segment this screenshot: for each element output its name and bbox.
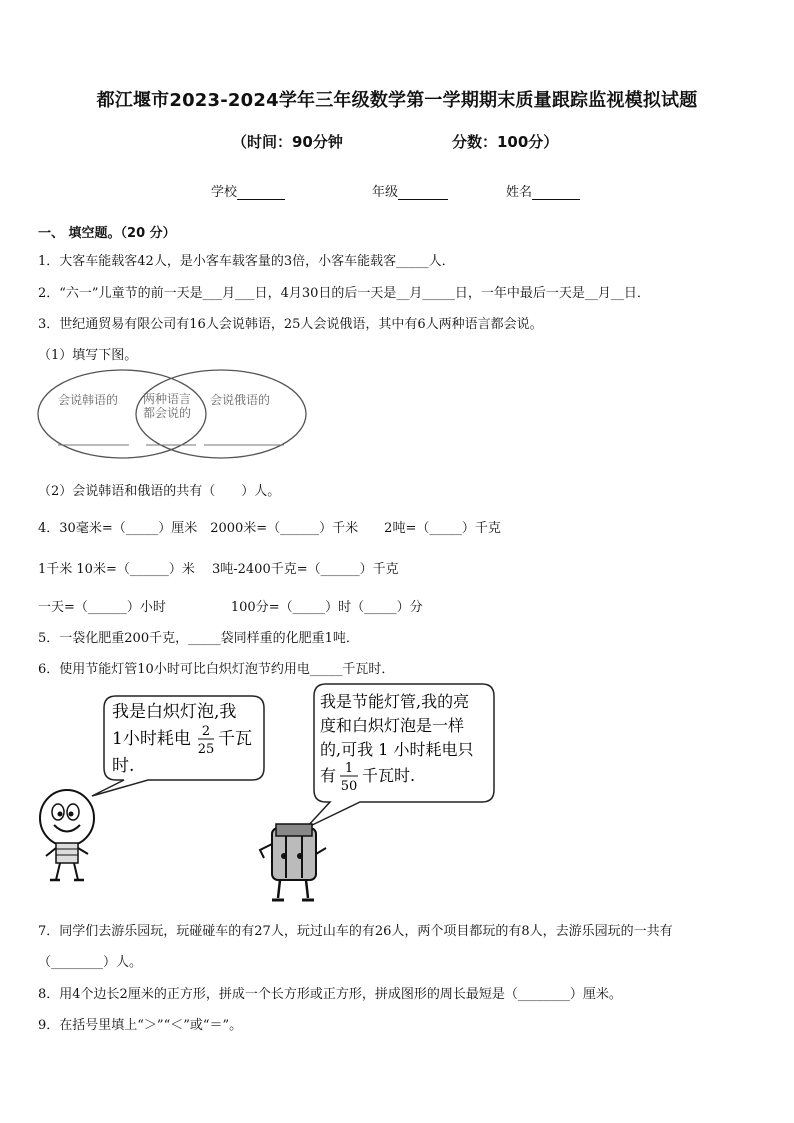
- question-3-part-2: （2）会说韩语和俄语的共有（ ）人。: [38, 484, 281, 499]
- page-title: 都江堰市2023-2024学年三年级数学第一学期期末质量跟踪监视模拟试题: [96, 90, 698, 111]
- lamp-illustration: [250, 678, 500, 908]
- lamp-frac-den: 50: [340, 779, 358, 794]
- bulb-line-1: 我是白炽灯泡,我: [112, 702, 237, 722]
- section-heading: 一、 填空题。（20 分）: [38, 226, 176, 241]
- bulb-line-2a: 1小时耗电: [112, 729, 191, 749]
- bulb-frac-num: 2: [201, 724, 211, 739]
- venn-left-label: 会说韩语的: [58, 393, 119, 407]
- question-4-line-1: 4．30毫米=（_____）厘米 2000米=（______）千米 2吨=（_____）千克: [38, 521, 501, 536]
- question-4-line-3: 一天=（______）小时 100分=（_____）时（_____）分: [38, 600, 423, 615]
- question-4-line-2: 1千米 10米=（______）米 3吨-2400千克=（______）千克: [38, 562, 399, 577]
- exam-time: （时间：90分钟: [232, 133, 343, 151]
- question-8: 8．用4个边长2厘米的正方形，拼成一个长方形或正方形，拼成图形的周长最短是（________）厘米。: [38, 987, 622, 1002]
- question-9: 9．在括号里填上“＞”“＜”或“＝”。: [38, 1018, 243, 1033]
- venn-middle-label-1: 两种语言: [143, 392, 192, 406]
- venn-right-label: 会说俄语的: [210, 393, 271, 407]
- bulb-line-3: 时.: [112, 756, 135, 776]
- lamp-line-4a: 有: [320, 766, 337, 785]
- bulb-frac-den: 25: [197, 742, 215, 757]
- question-7-line-2: （________）人。: [38, 955, 143, 970]
- name-field[interactable]: [506, 181, 580, 200]
- venn-diagram: [36, 366, 310, 466]
- question-3: 3．世纪通贸易有限公司有16人会说韩语，25人会说俄语，其中有6人两种语言都会说。: [38, 317, 543, 332]
- question-5: 5．一袋化肥重200千克，_____袋同样重的化肥重1吨．: [38, 631, 359, 646]
- question-6: 6．使用节能灯管10小时可比白炽灯泡节约用电_____千瓦时．: [38, 662, 395, 677]
- name-blank[interactable]: [532, 185, 580, 200]
- grade-blank[interactable]: [398, 185, 448, 200]
- name-label: 姓名: [506, 185, 533, 200]
- bulb-line-2b: 千瓦: [218, 729, 252, 749]
- bulb-character: [40, 790, 94, 880]
- lamp-character: [260, 824, 326, 900]
- bulb-illustration: [30, 688, 270, 888]
- grade-label: 年级: [372, 185, 399, 200]
- school-blank[interactable]: [237, 185, 285, 200]
- question-1: 1．大客车能载客42人，是小客车载客量的3倍，小客车能载客_____人．: [38, 254, 455, 269]
- lamp-line-3: 的,可我 1 小时耗电只: [320, 740, 474, 759]
- school-field[interactable]: [211, 181, 285, 200]
- lamp-frac-num: 1: [344, 761, 354, 776]
- lamp-line-1: 我是节能灯管,我的亮: [320, 692, 470, 711]
- grade-field[interactable]: [372, 181, 448, 200]
- exam-score: 分数：100分）: [452, 133, 559, 151]
- question-7-line-1: 7．同学们去游乐园玩，玩碰碰车的有27人，玩过山车的有26人，两个项目都玩的有8人，去游乐园玩的一共有: [38, 924, 673, 939]
- venn-middle-label-2: 都会说的: [143, 406, 192, 420]
- question-2: 2．“六一”儿童节的前一天是___月___日，4月30日的后一天是__月_____日，一年中最后一天是__月__日．: [38, 286, 650, 301]
- question-3-part-1: （1）填写下图。: [38, 348, 138, 363]
- school-label: 学校: [211, 185, 238, 200]
- lamp-line-2: 度和白炽灯泡是一样: [320, 716, 465, 735]
- lamp-line-4b: 千瓦时.: [362, 766, 416, 785]
